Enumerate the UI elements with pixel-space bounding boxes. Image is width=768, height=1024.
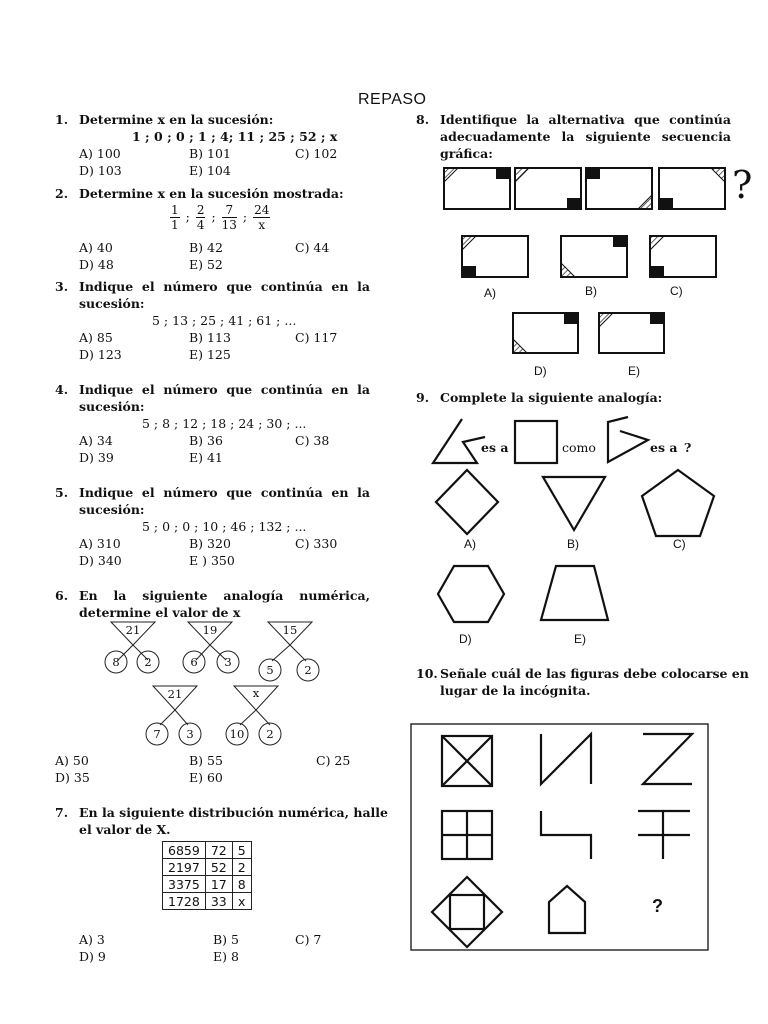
q3-sequence: 5 ; 13 ; 25 ; 41 ; 61 ; ... — [152, 313, 297, 328]
q7-option[interactable]: B) 5 — [213, 932, 239, 947]
q3-option[interactable]: E) 125 — [189, 347, 231, 362]
q4-number: 4. — [55, 382, 69, 397]
separator: ; — [242, 209, 248, 224]
q8-option-label[interactable]: E) — [628, 364, 640, 378]
tree-top: 19 — [202, 623, 218, 637]
q2-fraction: $\frac{1}{1}$ — [171, 203, 179, 232]
q3-text-line1: Indique el número que continúa en la — [79, 279, 370, 294]
q5-option[interactable]: A) 310 — [79, 536, 121, 551]
tree-top: x — [252, 686, 260, 700]
q4-option[interactable]: C) 38 — [295, 433, 330, 448]
q1-text: Determine x en la sucesión: — [79, 112, 274, 127]
q9-option-label[interactable]: E) — [574, 632, 586, 646]
q8-option-label[interactable]: B) — [585, 284, 597, 298]
q1-option[interactable]: C) 102 — [295, 146, 338, 161]
q9-es-a-1: es a — [481, 440, 509, 455]
table-row: 1728 33 x — [163, 893, 252, 910]
q7-option[interactable]: D) 9 — [79, 949, 106, 964]
q9-como: como — [562, 440, 596, 455]
q4-option[interactable]: B) 36 — [189, 433, 223, 448]
q1-sequence: 1 ; 0 ; 0 ; 1 ; 4; 11 ; 25 ; 52 ; x — [132, 129, 338, 144]
q9-option-label[interactable]: B) — [567, 537, 579, 551]
q7-option[interactable]: E) 8 — [213, 949, 239, 964]
q2-fraction: $\frac{2}{4}$ — [196, 203, 205, 232]
figure-house-shape — [549, 886, 585, 933]
q4-option[interactable]: A) 34 — [79, 433, 113, 448]
q9-option-label[interactable]: D) — [459, 632, 472, 646]
table-row: 2197 52 2 — [163, 859, 252, 876]
q2-fraction: $\frac{7}{13}$ — [221, 203, 237, 232]
q3-text-line2: sucesión: — [79, 296, 145, 311]
tree-right: 2 — [144, 655, 152, 669]
q5-sequence: 5 ; 0 ; 0 ; 10 ; 46 ; 132 ; ... — [142, 519, 307, 534]
separator: ; — [211, 209, 216, 224]
q4-option[interactable]: E) 41 — [189, 450, 223, 465]
q10-number: 10. — [416, 666, 438, 681]
tree-top: 15 — [282, 623, 298, 637]
figure-i-beam-shape — [638, 811, 690, 859]
q5-text-line1: Indique el número que continúa en la — [79, 485, 370, 500]
q2-text: Determine x en la sucesión mostrada: — [79, 186, 344, 201]
q8-question-mark: ? — [732, 163, 753, 207]
q9-text: Complete la siguiente analogía: — [440, 390, 663, 405]
q7-text-line2: el valor de X. — [79, 822, 171, 837]
q8-text-line2: adecuadamente la siguiente secuencia — [440, 129, 731, 144]
q2-option[interactable]: C) 44 — [295, 240, 330, 255]
q8-option-label[interactable]: C) — [670, 284, 683, 298]
q5-number: 5. — [55, 485, 69, 500]
tree-top: 21 — [125, 623, 141, 637]
tree-right: 3 — [224, 655, 232, 669]
tree-left: 5 — [266, 663, 274, 677]
q3-option[interactable]: A) 85 — [79, 330, 113, 345]
q8-text-line3: gráfica: — [440, 146, 493, 161]
q8-option-label[interactable]: D) — [534, 364, 547, 378]
q4-sequence: 5 ; 8 ; 12 ; 18 ; 24 ; 30 ; ... — [142, 416, 307, 431]
q4-text-line2: sucesión: — [79, 399, 145, 414]
q5-option[interactable]: B) 320 — [189, 536, 231, 551]
q10-text-line2: lugar de la incógnita. — [440, 683, 591, 698]
q5-text-line2: sucesión: — [79, 502, 145, 517]
q9-question: ? — [684, 440, 692, 455]
q5-option[interactable]: E ) 350 — [189, 553, 235, 568]
q6-option[interactable]: E) 60 — [189, 770, 223, 785]
q6-option[interactable]: D) 35 — [55, 770, 90, 785]
q7-text-line1: En la siguiente distribución numérica, halle — [79, 805, 388, 820]
figure-z-shape — [643, 734, 692, 784]
q9-option-label[interactable]: A) — [464, 537, 476, 551]
q10-text-line1: Señale cuál de las figuras debe colocarse en — [440, 666, 749, 681]
q7-number: 7. — [55, 805, 69, 820]
q3-number: 3. — [55, 279, 69, 294]
q8-option-label[interactable]: A) — [484, 286, 496, 300]
q2-number: 2. — [55, 186, 69, 201]
figure-n-shape — [541, 734, 591, 784]
q6-text-line2: determine el valor de x — [79, 605, 241, 620]
q6-option[interactable]: A) 50 — [55, 753, 89, 768]
q1-number: 1. — [55, 112, 69, 127]
q1-option[interactable]: A) 100 — [79, 146, 121, 161]
tree-top: 21 — [167, 687, 183, 701]
q5-option[interactable]: C) 330 — [295, 536, 338, 551]
separator: ; — [185, 209, 190, 224]
q1-option[interactable]: E) 104 — [189, 163, 231, 178]
table-row: 3375 17 8 — [163, 876, 252, 893]
q3-option[interactable]: B) 113 — [189, 330, 231, 345]
q3-option[interactable]: D) 123 — [79, 347, 122, 362]
q1-option[interactable]: B) 101 — [189, 146, 231, 161]
figure-diamond-square — [432, 877, 502, 947]
tree-right: 2 — [304, 663, 312, 677]
q9-es-a-2: es a — [650, 440, 678, 455]
q6-number: 6. — [55, 588, 69, 603]
q6-option[interactable]: C) 25 — [316, 753, 351, 768]
q4-option[interactable]: D) 39 — [79, 450, 114, 465]
q6-option[interactable]: B) 55 — [189, 753, 223, 768]
q2-option[interactable]: E) 52 — [189, 257, 223, 272]
q1-option[interactable]: D) 103 — [79, 163, 122, 178]
q4-text-line1: Indique el número que continúa en la — [79, 382, 370, 397]
tree-left: 10 — [229, 727, 245, 741]
figure-step-shape — [541, 811, 591, 859]
figure-square-x — [442, 736, 492, 786]
tree-left: 8 — [112, 655, 120, 669]
q8-number: 8. — [416, 112, 430, 127]
q2-option[interactable]: A) 40 — [79, 240, 113, 255]
q10-question-mark: ? — [652, 896, 663, 916]
q5-option[interactable]: D) 340 — [79, 553, 122, 568]
table-row: 6859 72 5 — [163, 842, 252, 859]
tree-left: 7 — [153, 727, 161, 741]
q3-option[interactable]: C) 117 — [295, 330, 338, 345]
q8-text-line1: Identifique la alternativa que continúa — [440, 112, 731, 127]
page-title: REPASO — [358, 91, 427, 108]
q7-option[interactable]: C) 7 — [295, 932, 322, 947]
tree-right: 2 — [266, 727, 274, 741]
q6-text-line1: En la siguiente analogía numérica, — [79, 588, 370, 603]
tree-right: 3 — [186, 727, 194, 741]
tree-left: 6 — [190, 655, 198, 669]
q7-option[interactable]: A) 3 — [79, 932, 105, 947]
q2-option[interactable]: B) 42 — [189, 240, 223, 255]
q2-fraction: $\frac{24}{x}$ — [254, 203, 270, 232]
figure-square-plus — [442, 811, 492, 859]
q9-number: 9. — [416, 390, 430, 405]
q9-option-label[interactable]: C) — [673, 537, 686, 551]
q2-option[interactable]: D) 48 — [79, 257, 114, 272]
